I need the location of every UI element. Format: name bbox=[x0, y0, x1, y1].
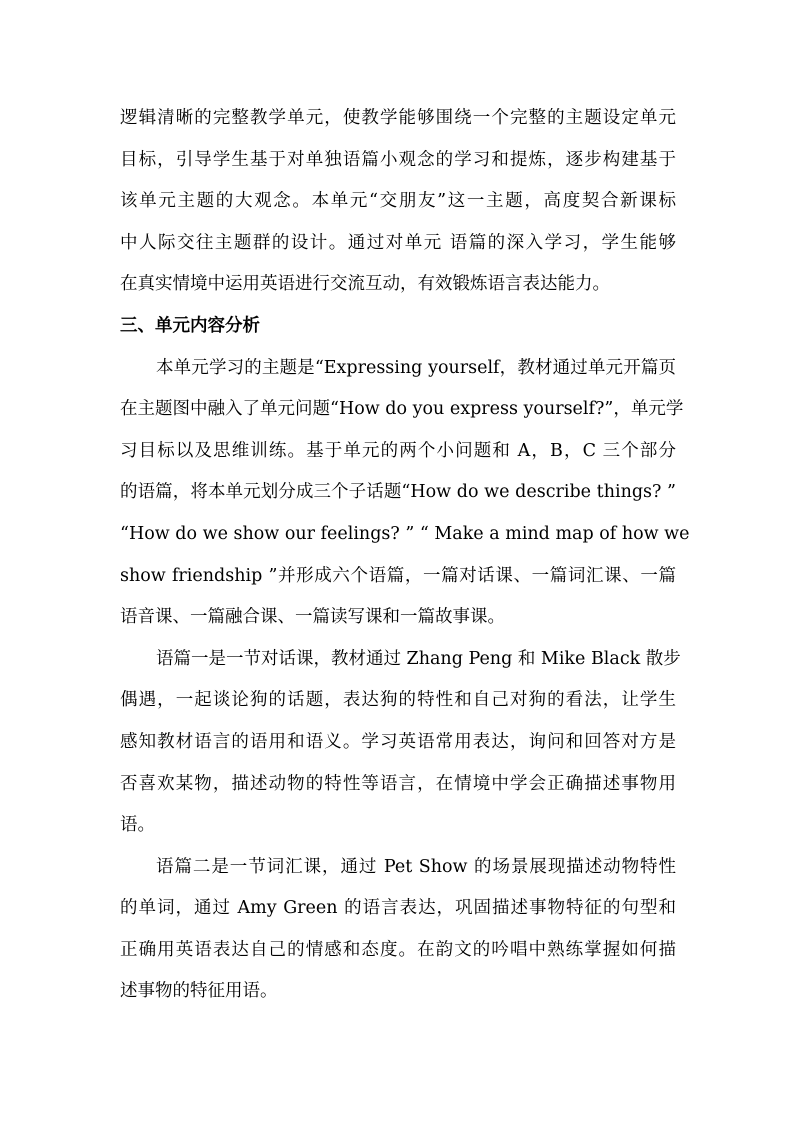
text-line: 该单元主题的大观念。本单元“交朋友”这一主题，高度契合新课标 bbox=[120, 191, 676, 212]
text-line: 述事物的特征用语。 bbox=[120, 981, 278, 1002]
text-line: show friendship ”并形成六个语篇，一篇对话课、一篇词汇课、一篇 bbox=[120, 565, 676, 586]
text-line: 否喜欢某物，描述动物的特性等语言，在情境中学会正确描述事物用 bbox=[120, 773, 676, 794]
text-line: 语篇一是一节对话课，教材通过 Zhang Peng 和 Mike Black 散步 bbox=[156, 648, 681, 669]
text-line: 正确用英语表达自己的情感和态度。在韵文的吟唱中熟练掌握如何描 bbox=[120, 939, 676, 960]
text-line: 在主题图中融入了单元问题“How do you express yourself?”，单元学 bbox=[120, 399, 684, 420]
text-line: 语音课、一篇融合课、一篇读写课和一篇故事课。 bbox=[120, 607, 505, 628]
text-line: 的语篇，将本单元划分成三个子话题“How do we describe things? ” bbox=[120, 482, 676, 503]
text-line: 的单词，通过 Amy Green 的语言表达，巩固描述事物特征的句型和 bbox=[120, 898, 676, 919]
paragraph-text-two bbox=[120, 847, 676, 1013]
text-body bbox=[120, 98, 690, 1013]
text-line: 感知教材语言的语用和语义。学习英语常用表达，询问和回答对方是 bbox=[120, 731, 676, 752]
text-line: 本单元学习的主题是“Expressing yourself，教材通过单元开篇页 bbox=[156, 357, 676, 378]
text-line: “How do we show our feelings? ” “ Make a mind map of how we bbox=[120, 523, 690, 544]
text-line: 逻辑清晰的完整教学单元，使教学能够围绕一个完整的主题设定单元 bbox=[120, 108, 676, 128]
paragraph-text-one bbox=[120, 639, 681, 847]
text-line: 语。 bbox=[120, 815, 155, 836]
text-line: 习目标以及思维训练。基于单元的两个小问题和 A，B，C 三个部分 bbox=[120, 440, 676, 461]
text-line: 偶遇，一起谈论狗的话题，表达狗的特性和自己对狗的看法，让学生 bbox=[120, 690, 676, 711]
paragraph-unit-content bbox=[120, 348, 690, 639]
section-heading: 三、单元内容分析 bbox=[120, 315, 260, 336]
text-line: 目标，引导学生基于对单独语篇小观念的学习和提炼，逐步构建基于 bbox=[120, 149, 676, 170]
text-line: 语篇二是一节词汇课，通过 Pet Show 的场景展现描述动物特性 bbox=[156, 856, 676, 877]
text-line: 中人际交往主题群的设计。通过对单元 语篇的深入学习，学生能够 bbox=[120, 232, 676, 253]
paragraph-unit-goal bbox=[120, 98, 676, 306]
text-line: 在真实情境中运用英语进行交流互动，有效锻炼语言表达能力。 bbox=[120, 274, 610, 295]
